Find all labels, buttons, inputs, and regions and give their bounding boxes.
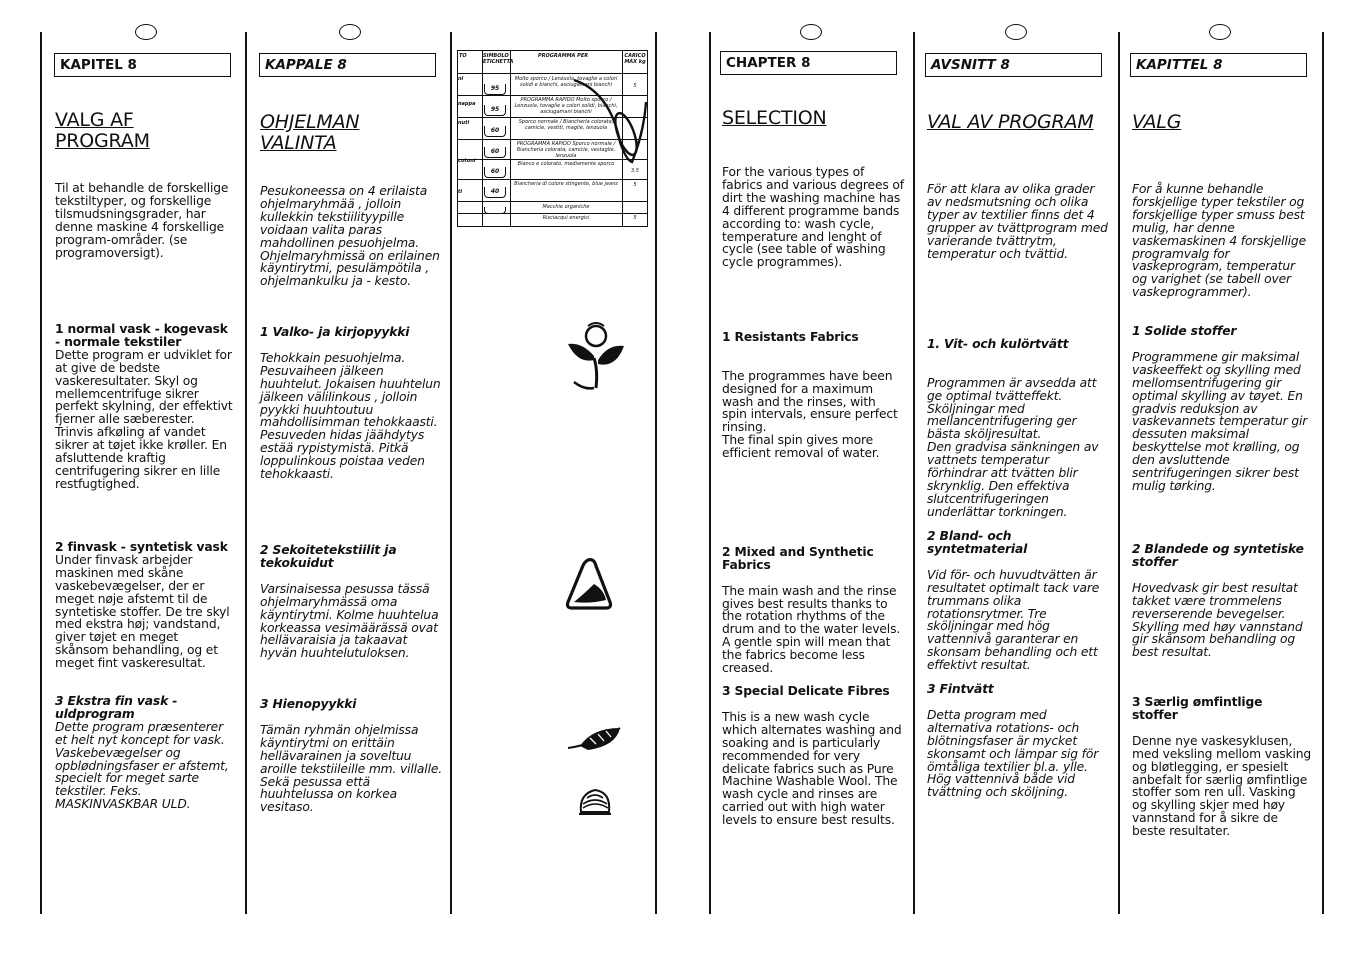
program-3: 3 Fintvätt Detta program med alternativa rotations- och blötningsfaser är mycket skonsamt och lämpar sig för ömtåliga textilier bl.a. ylle. Hög vattennivå både vid tvättning och sköljning. [927, 682, 1099, 800]
program-1: 1. Vit- och kulörtvätt Programmen är avsedda att ge optimal tvätteffekt. Sköljningar med mellancentrifugering ger bästa sköljresultat. Den gradvisa sänkningen av vattnets temperatur förhindrar att tvätten blir skrynklig. Den effektiva slutcentrifugeringen underlättar torkningen. [927, 336, 1099, 519]
program-1: 1 Solide stoffer Programmene gir maksimal vaskeeffekt og skylling med mellomsentrifugering gir optimal skylling av tøyet. En gradvis reduksjon av vaskevannets temperatur gir dessuten maksimal beskyttelse mot krølling, og den avsluttende sentrifugeringen sikrer best mulig tørking. [1132, 324, 1308, 493]
wash-tub-icon: 60 [484, 126, 506, 137]
language-oval [339, 24, 361, 40]
table-cell: nappa [458, 101, 476, 107]
section-title: VALG AF PROGRAM [55, 109, 150, 152]
intro-text: För att klara av olika grader av nedsmutsning och olika typer av textilier finns det 4 grupper av tvättprogram med varierande tvättrytm, temperatur och tvättid. [927, 182, 1108, 261]
language-oval [135, 24, 157, 40]
intro-text: Pesukoneessa on 4 erilaista ohjelmaryhmää , jolloin kullekkin tekstiilityypille voidaan valita paras mahdollinen pesuohjelma. Ohjelmaryhmissä on erilainen käyntirytmi, pesulämpötila , ohjelmankulku ja - kesto. [260, 184, 440, 289]
program-1: 1 normal vask - kogevask - normale tekstiler Dette program er udviklet for at give de bedste vaskeresultater. Skyl og mellemcentrifuge sikrer perfekt skylning, der effektivt fjerner alle sæberester. Trinvis afkøling af vandet sikrer at tøjet ikke krøller. En afsluttende kraftig centrifugering sikrer en lille restfugtighed. [55, 322, 233, 491]
table-cell: ti [458, 189, 463, 195]
column-rule [913, 32, 915, 914]
chapter-header: AVSNITT 8 [925, 53, 1102, 77]
intro-text: For the various types of fabrics and various degrees of dirt the washing machine has 4 different programme bands according to: wash cycle, temperature and lenght of cycle (see table of washing cycle programmes). [722, 165, 904, 270]
table-header: PROGRAMMA PER [538, 53, 589, 59]
column-rule [245, 32, 247, 914]
program-2: 2 Sekoitetekstiilit ja tekokuidut Varsinaisessa pesussa tässä ohjelmaryhmässä oma käyntirytmi. Kolme huuhtelua korkeassa vesimäärässä ovat hellävaraisia ja takaavat hyvän huuhtelutuloksen. [260, 543, 439, 661]
bracket-mark-icon [570, 72, 650, 172]
table-cell: nuti [458, 120, 470, 126]
program-2: 2 Mixed and Synthetic Fabrics The main wash and the rinse gives best results thanks to the rotation rhythms of the drum and to the water levels. A gentle spin will mean that the fabrics become less creased. [722, 544, 901, 676]
program-3: 3 Special Delicate Fibres This is a new wash cycle which alternates washing and soaking and is particularly recommended for very delicate fabrics such as Pure Machine Washable Wool. The wash cycle and rinses are carried out with high water levels to ensure best results. [722, 684, 902, 828]
chapter-header: CHAPTER 8 [720, 51, 897, 75]
section-title: VALG [1132, 111, 1182, 133]
wash-tub-icon: 60 [484, 167, 506, 178]
program-3: 3 Ekstra fin vask - uldprogram Dette program præsenterer et helt nyt koncept for vask. Vaskebevægelser og opblødningsfaser er afstemt, specielt for meget sarte tekstiler. Feks. MASKINVASKBAR ULD. [55, 694, 229, 812]
program-1: 1 Resistants Fabrics The programmes have been designed for a maximum wash and the rinses, with spin intervals, ensure perfect rinsing. The final spin gives more efficient removal of water. [722, 329, 898, 461]
program-2: 2 Bland- och syntetmaterial Vid för- och huvudtvätten är resultatet optimalt tack vare trummans olika rotationsrytmer. Tre sköljningar med hög vattennivå garanterar en skonsam behandling och ett effektivt resultat. [927, 529, 1100, 673]
language-oval [800, 24, 822, 40]
table-cell: Bianco e colorato, mediamente sporco [517, 161, 615, 167]
column-rule [655, 32, 657, 914]
table-cell: ni [458, 76, 464, 82]
chapter-header: KAPITTEL 8 [1130, 53, 1307, 77]
table-cell: 5 [633, 182, 637, 188]
wool-ball-icon [577, 786, 613, 818]
language-oval [1005, 24, 1027, 40]
language-oval [1209, 24, 1231, 40]
column-rule [1118, 32, 1120, 914]
wash-tub-icon: 95 [484, 84, 506, 95]
table-cell: Sporco normale / Biancheria colorata, camicie, vestiti, maglie, lenzuola [518, 119, 614, 131]
table-cell: cotoni [458, 158, 476, 164]
table-cell: PROGRAMMA RAPIDO Molto sporco / Lenzuola, tovaglie a colori solidi, bianchi, asciugamani bianchi [514, 97, 618, 115]
program-2: 2 Blandede og syntetiske stoffer Hovedvask gir best resultat takket være trommelens reverserende bevegelser. Skylling med høy vannstand gir skånsom behandling og best resultat. [1132, 542, 1304, 660]
wash-tub-icon: 95 [484, 105, 506, 116]
wash-tub-icon: 60 [484, 147, 506, 158]
section-title: SELECTION [722, 107, 827, 129]
cotton-flower-icon [564, 318, 628, 392]
wash-tub-icon: 40 [484, 187, 506, 198]
table-cell: Macchie organiche [542, 204, 590, 210]
wash-tub-icon [484, 207, 506, 214]
table-header: TO [459, 53, 467, 59]
section-title: OHJELMAN VALINTA [260, 111, 360, 154]
column-rule [1322, 32, 1324, 914]
program-1: 1 Valko- ja kirjopyykki Tehokkain pesuohjelma. Pesuvaiheen jälkeen huuhtelut. Jokaisen huuhtelun jälkeen välilinkous , jolloin pyykki huuhtoutuu mahdollisimman tehokkaasti. Pesuveden hidas jäähdytys estää rypistymistä. Pitkä loppulinkous poistaa veden tehokkaasti. [260, 325, 441, 482]
intro-text: Til at behandle de forskellige tekstiltyper, og forskellige tilsmudsningsgrader, har denne maskine 4 forskellige program-områder. (se programoversigt). [55, 181, 229, 260]
synthetic-hanger-icon [564, 556, 616, 612]
table-header: SIMBOLO ETICHETTA [483, 53, 514, 65]
table-cell: 5 [633, 215, 637, 221]
table-cell: 5 [633, 83, 637, 89]
chapter-header: KAPPALE 8 [259, 53, 436, 77]
column-rule [40, 32, 42, 914]
table-cell: Biancheria di colore stingente, blue jeans [514, 181, 618, 187]
program-3: 3 Særlig ømfintlige stoffer Denne nye vaskesyklusen, med veksling mellom vasking og bløtlegging, er spesielt anbefalt for særlig ømfintlige stoffer som ren ull. Vasking og skylling skjer med høy vannstand for å sikre de beste resultater. [1132, 695, 1312, 839]
program-3: 3 Hienopyykki Tämän ryhmän ohjelmissa käyntirytmi on erittäin hellävarainen ja soveltuu aroille tekstiileille mm. villalle. Sekä pesussa että huuhtelussa on korkea vesitaso. [260, 697, 443, 815]
column-rule [450, 32, 452, 914]
feather-icon [566, 724, 624, 758]
chapter-header: KAPITEL 8 [54, 53, 231, 77]
table-cell: PROGRAMMA RAPIDO Sporco normale / Biancheria colorata, camicie, vestaglie, lenzuola [516, 141, 616, 159]
intro-text: For å kunne behandle forskjellige typer tekstiler og forskjellige typer smuss best mulig, har denne vaskemaskinen 4 forskjellige programvalg for vaskeprogram, temperatur og varighet (se tabell over vaskeprogrammer). [1132, 182, 1306, 300]
table-header: CARICO MAX kg [624, 53, 646, 65]
section-title: VAL AV PROGRAM [927, 111, 1094, 133]
column-rule [709, 32, 711, 914]
table-cell: Risciacqui energici [542, 215, 590, 221]
program-2: 2 finvask - syntetisk vask Under finvask arbejder maskinen med skåne vaskebevægelser, der er meget nøje afstemt til de syntetiske stoffer. De tre skyl med ekstra høj; vandstand, giver tøjet en meget skånsom behandling, og et meget fint vaskeresultat. [55, 540, 230, 671]
table-cell: Molto sporco / Lenzuola, tovaglie a colori solidi e bianchi, asciugamani bianchi [514, 76, 618, 88]
table-cell: 3.5 [631, 168, 639, 174]
